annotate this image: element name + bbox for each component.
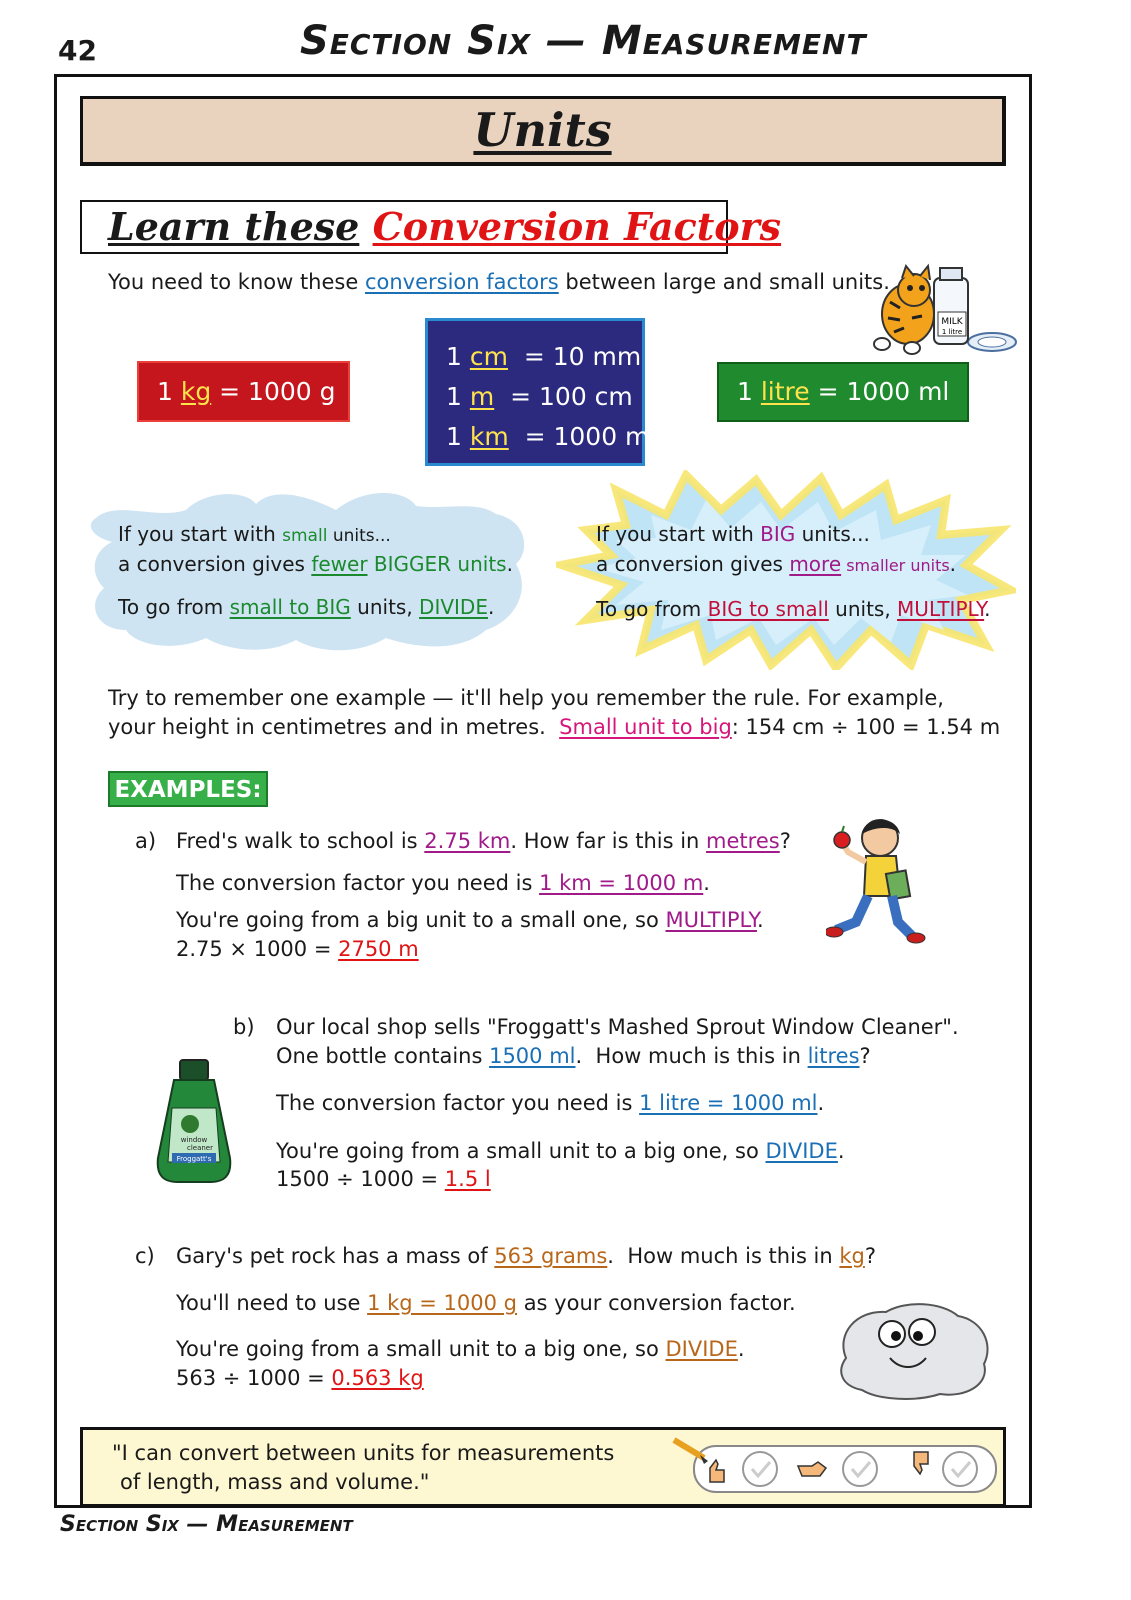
bts-l2d: . (949, 552, 957, 576)
ex-c-value: 563 grams (494, 1244, 608, 1268)
cleaner-bottle-illustration (150, 1058, 238, 1186)
ex-b-r1: You're going from a small unit to a big one, so (276, 1139, 766, 1163)
example-c-factor (176, 1291, 796, 1315)
stb-small: small (282, 526, 328, 546)
ex-c-factor-value: 1 kg = 1000 g (367, 1291, 518, 1315)
stb-l1a: If you start with (118, 522, 283, 546)
example-a-letter: a) (135, 829, 157, 853)
length-row-post: = 100 cm (494, 382, 633, 411)
bts-more: more (789, 552, 842, 576)
section-heading: Section Six — Measurement (300, 18, 867, 64)
cat-with-milk-illustration (872, 262, 1022, 358)
big-to-small-line2 (596, 552, 956, 576)
ex-c-answer: 0.563 kg (331, 1366, 424, 1390)
ex-c-operation: DIVIDE (665, 1337, 738, 1361)
length-row-unit: km (469, 422, 509, 451)
length-row-post: = 1000 m (508, 422, 650, 451)
volume-post: = 1000 ml (809, 377, 950, 406)
ex-b-factor-value: 1 litre = 1000 ml (639, 1091, 818, 1115)
pet-rock-illustration (832, 1298, 994, 1402)
examples-label: EXAMPLES: (108, 771, 268, 807)
bts-l3a: To go from (596, 597, 708, 621)
example-c-reason (176, 1337, 745, 1361)
page-title: Units (473, 103, 612, 157)
big-to-small-rule (596, 597, 991, 621)
ex-a-factor-value: 1 km = 1000 m (539, 871, 704, 895)
ex-a-q1: Fred's walk to school is (176, 829, 425, 853)
tip-line2a: your height in centimetres and in metres. (108, 715, 560, 739)
bts-smaller: smaller units (841, 556, 950, 575)
ex-b-value: 1500 ml (489, 1044, 576, 1068)
example-c-letter: c) (135, 1244, 155, 1268)
ex-c-f3: as your conversion factor. (517, 1291, 796, 1315)
ex-c-q5: ? (864, 1244, 877, 1268)
bts-l1c: units... (795, 522, 870, 546)
example-b-calculation (276, 1167, 491, 1191)
example-b-question-line1: Our local shop sells "Froggatt's Mashed Sprout Window Cleaner". (276, 1015, 959, 1039)
ex-c-q3: . How much is this in (607, 1244, 840, 1268)
ex-a-f3: . (703, 871, 710, 895)
example-b-reason (276, 1139, 845, 1163)
intro-after: between large and small units. (565, 270, 890, 294)
bts-l3e: . (984, 597, 991, 621)
ex-a-c1: 2.75 × 1000 = (176, 937, 339, 961)
milk-label: MILK (941, 317, 963, 327)
page-number: 42 (58, 34, 97, 67)
ex-a-value: 2.75 km (424, 829, 511, 853)
mass-post: = 1000 g (211, 377, 336, 406)
confidence-checkbox-high[interactable] (743, 1452, 777, 1486)
tip-line2c: : 154 cm ÷ 100 = 1.54 m (731, 715, 1001, 739)
title-banner (80, 96, 1006, 166)
length-row (446, 337, 642, 377)
ex-b-q2a: One bottle contains (276, 1044, 490, 1068)
length-row (446, 377, 642, 417)
ex-b-q2e: ? (859, 1044, 871, 1068)
milk-volume-label: 1 litre (941, 328, 963, 336)
ex-c-target-unit: kg (839, 1244, 865, 1268)
boy-walking-illustration (826, 812, 926, 944)
intro-link: conversion factors (364, 270, 559, 294)
ex-a-r1: You're going from a big unit to a small one, so (176, 908, 666, 932)
self-check-line2: of length, mass and volume." (120, 1470, 430, 1494)
big-to-small-line1 (596, 522, 870, 546)
bottle-brand: Froggatt's (176, 1155, 212, 1163)
self-check-line1: "I can convert between units for measurements (112, 1441, 615, 1465)
stb-l1c: units... (327, 526, 391, 546)
intro-text (108, 270, 890, 294)
ex-b-f3: . (817, 1091, 825, 1115)
length-row-post: = 10 mm (507, 342, 642, 371)
footer-section-title: Section Six — Measurement (60, 1512, 353, 1537)
mass-unit: kg (180, 377, 212, 406)
small-to-big-line1 (118, 522, 391, 546)
ex-b-c1: 1500 ÷ 1000 = (276, 1167, 445, 1191)
example-c-calculation (176, 1366, 424, 1390)
tip-line1: Try to remember one example — it'll help you remember the rule. For example, (108, 686, 944, 710)
small-to-big-line2 (118, 552, 513, 576)
ex-c-r3: . (737, 1337, 745, 1361)
ex-a-answer: 2750 m (338, 937, 419, 961)
length-row-unit: cm (469, 342, 508, 371)
volume-conversion-box (717, 362, 969, 422)
example-a-calculation (176, 937, 419, 961)
bts-l3c: units, (828, 597, 898, 621)
ex-a-operation: MULTIPLY (665, 908, 757, 932)
volume-unit: litre (760, 377, 810, 406)
mass-conversion-box (137, 361, 350, 422)
bts-l2a: a conversion gives (596, 552, 790, 576)
stb-l2d: . (506, 552, 513, 576)
tip-small-unit-to-big: Small unit to big (559, 715, 732, 739)
bts-l1a: If you start with (596, 522, 761, 546)
ex-b-operation: DIVIDE (765, 1139, 838, 1163)
subheading-box (80, 200, 782, 254)
length-row (446, 417, 650, 457)
stb-l3e: . (487, 595, 495, 619)
example-c-question (176, 1244, 876, 1268)
ex-a-q5: ? (779, 829, 791, 853)
stb-small-to-big: small to BIG (229, 595, 351, 619)
ex-c-q1: Gary's pet rock has a mass of (176, 1244, 495, 1268)
volume-pre: 1 (737, 377, 761, 406)
confidence-rating-panel (670, 1436, 1000, 1498)
confidence-checkbox-medium[interactable] (843, 1452, 877, 1486)
bts-big: BIG (760, 522, 796, 546)
confidence-checkbox-low[interactable] (943, 1452, 977, 1486)
ex-c-r1: You're going from a small unit to a big one, so (176, 1337, 666, 1361)
length-row-unit: m (469, 382, 495, 411)
ex-a-f1: The conversion factor you need is (176, 871, 540, 895)
ex-a-q3: . How far is this in (510, 829, 707, 853)
example-a-factor (176, 871, 710, 895)
intro-before: You need to know these (108, 270, 359, 294)
ex-a-target-unit: metres (706, 829, 780, 853)
bts-big-to-small: BIG to small (707, 597, 829, 621)
subheading-part1: Learn these (108, 204, 360, 249)
stb-bigger: BIGGER units (367, 552, 507, 576)
bottle-label-cleaner: cleaner (186, 1144, 214, 1152)
small-to-big-rule (118, 595, 494, 619)
length-row-pre: 1 (446, 342, 470, 371)
stb-l3a: To go from (118, 595, 230, 619)
example-b-question-line2 (276, 1044, 871, 1068)
ex-a-r3: . (756, 908, 764, 932)
stb-l3c: units, (350, 595, 420, 619)
example-b-letter: b) (233, 1015, 255, 1039)
example-a-question (176, 829, 791, 853)
ex-b-f1: The conversion factor you need is (276, 1091, 640, 1115)
bottle-label-window: window (180, 1136, 208, 1144)
ex-b-target-unit: litres (807, 1044, 860, 1068)
example-b-factor (276, 1091, 824, 1115)
ex-b-answer: 1.5 l (444, 1167, 491, 1191)
ex-c-f1: You'll need to use (176, 1291, 368, 1315)
stb-l2a: a conversion gives (118, 552, 312, 576)
ex-b-q2c: . How much is this in (575, 1044, 808, 1068)
length-row-pre: 1 (446, 382, 470, 411)
example-a-reason (176, 908, 764, 932)
subheading-part2: Conversion Factors (372, 204, 782, 249)
mass-pre: 1 (157, 377, 181, 406)
length-conversion-box (425, 318, 650, 466)
bts-multiply: MULTIPLY (897, 597, 985, 621)
ex-b-r3: . (837, 1139, 845, 1163)
stb-fewer: fewer (311, 552, 368, 576)
stb-divide: DIVIDE (419, 595, 488, 619)
ex-c-c1: 563 ÷ 1000 = (176, 1366, 332, 1390)
tip-line2 (108, 715, 1000, 739)
length-row-pre: 1 (446, 422, 470, 451)
